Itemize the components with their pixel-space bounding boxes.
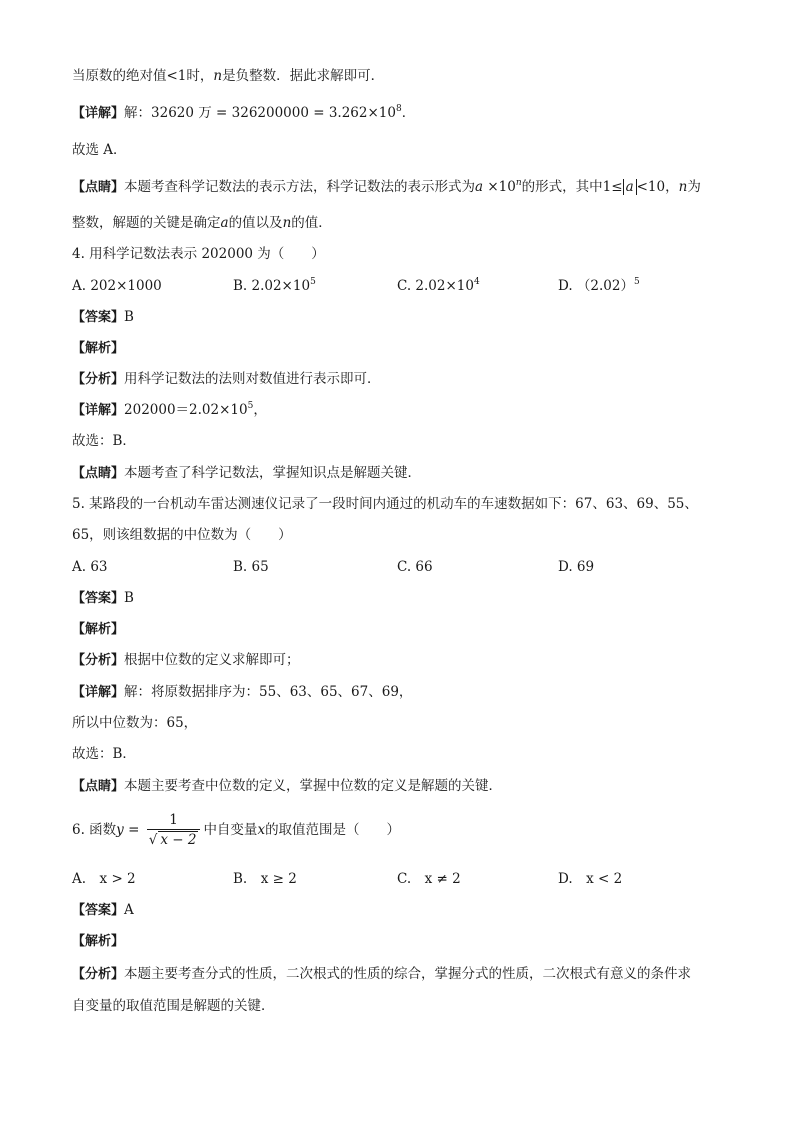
text: C. 2.02×10 [397,278,474,294]
text: B. 2.02×10 [233,278,311,294]
q5-stem-line-1: 5. 某路段的一台机动车雷达测速仪记录了一段时间内通过的机动车的车速数据如下：67、63、69、55、 [72,496,698,512]
answer-tag: 【答案】 [72,310,125,325]
var-x: x [257,822,266,838]
text: 本题考查了科学记数法，掌握知识点是解题关键． [124,465,422,481]
q5-analysis-heading [72,619,124,640]
q6-option-a: A. x > 2 [72,871,136,887]
text: 解：32620 万 = 326200000 = 3.262×10 [124,105,396,121]
var-a: a [475,179,484,195]
text: ， [253,402,267,418]
text: 当原数的绝对值 [72,68,167,84]
q4-answer [72,307,134,328]
abs-a: a [623,179,637,195]
text: 整数，解题的关键是确定 [72,215,221,231]
q4-stem: 4. 用科学记数法表示 202000 为（ ） [72,246,325,262]
q5-fenxi [72,650,300,671]
text: 是负整数．据此求解即可． [222,68,385,84]
var-n: n [282,215,292,231]
detail-tag: 【详解】 [72,106,125,121]
text: 6. 函数 [72,822,117,838]
text: 为 [687,179,701,195]
var-y: y [116,822,124,838]
text: 用科学记数法的法则对数值进行表示即可． [124,371,381,387]
comment-tag: 【点睛】 [72,180,125,195]
answer-tag: 【答案】 [72,591,125,606]
text: <1 [166,68,187,84]
prev-comment-line-2 [72,213,332,233]
answer-value: B [124,590,134,606]
var-n: n [213,68,223,84]
q6-option-b: B. x ≥ 2 [233,871,297,887]
var-n: n [678,179,688,195]
prev-choice-line: 故选 A． [72,142,127,158]
text: 202000＝2.02×10 [124,402,248,418]
fenxi-tag: 【分析】 [72,653,125,668]
q4-option-b [233,276,316,296]
exponent: 5 [247,401,254,411]
q6-fenxi-line-2: 自变量的取值范围是解题的关键． [72,998,275,1014]
q5-option-c: C. 66 [397,559,433,575]
q4-fenxi [72,369,381,390]
dianjing-tag: 【点睛】 [72,779,125,794]
q6-stem [72,810,400,850]
text: 时， [186,68,214,84]
answer-value: A [124,902,134,918]
text: 的值． [291,215,332,231]
text: 根据中位数的定义求解即可； [124,652,300,668]
q5-option-a: A. 63 [72,559,108,575]
text: 本题主要考查中位数的定义，掌握中位数的定义是解题的关键． [124,778,503,794]
q4-analysis-heading [72,338,124,359]
q5-guxuan: 故选：B． [72,746,136,762]
dianjing-tag: 【点睛】 [72,466,125,481]
text: <10 [636,179,666,195]
fenxi-tag: 【分析】 [72,967,125,982]
q5-option-b: B. 65 [233,559,269,575]
q5-suoyi: 所以中位数为：65， [72,715,198,731]
text: = [123,822,144,838]
exponent: 5 [633,277,640,287]
exponent: n [515,178,522,188]
radicand: x − 2 [160,832,197,848]
fraction-denominator: √ x − 2 [148,832,197,848]
q4-guxuan: 故选：B． [72,433,136,449]
fraction-numerator: 1 [147,811,201,830]
answer-value: B [124,309,134,325]
text: 本题考查科学记数法的表示方法，科学记数法的表示形式为 [124,179,476,195]
text: 1≤ [602,179,623,195]
text: D. （2.02） [558,278,634,294]
q4-option-a: A. 202×1000 [72,278,162,294]
analysis-tag: 【解析】 [72,341,125,356]
text: ， [665,179,679,195]
fraction [147,811,201,850]
exponent: 8 [395,104,402,114]
text: ． [401,105,416,121]
prev-detail-line [72,103,415,124]
text: 本题主要考查分式的性质，二次根式的性质的综合，掌握分式的性质，二次根式有意义的条件求 [124,966,692,982]
q6-analysis-heading [72,931,124,952]
text: 的取值范围是（ ） [265,822,401,838]
q6-option-c: C. x ≠ 2 [397,871,461,887]
answer-tag: 【答案】 [72,903,125,918]
exponent: 5 [310,277,316,287]
q5-option-d: D. 69 [558,559,595,575]
xiangjie-tag: 【详解】 [72,685,125,700]
text: 的值以及 [228,215,283,231]
q4-xiangjie [72,400,267,421]
prev-analysis-line [72,66,384,86]
text: ×10 [483,179,516,195]
text: 的形式，其中 [521,179,603,195]
q4-option-c [397,276,480,296]
q6-fenxi-line-1 [72,964,691,985]
q4-dianjing [72,463,421,484]
q4-option-d [558,276,640,296]
analysis-tag: 【解析】 [72,934,125,949]
text: 中自变量 [203,822,258,838]
var-a: a [220,215,229,231]
q6-option-d: D. x < 2 [558,871,623,887]
analysis-tag: 【解析】 [72,622,125,637]
exponent: 4 [473,277,480,287]
xiangjie-tag: 【详解】 [72,403,125,418]
prev-comment-line [72,177,701,198]
text: 解：将原数据排序为：55、63、65、67、69， [124,684,413,700]
q5-stem-line-2: 65，则该组数据的中位数为（ ） [72,527,292,543]
q6-answer [72,900,134,921]
q5-dianjing [72,776,502,797]
q5-xiangjie [72,682,412,703]
q5-answer [72,588,134,609]
fenxi-tag: 【分析】 [72,372,125,387]
